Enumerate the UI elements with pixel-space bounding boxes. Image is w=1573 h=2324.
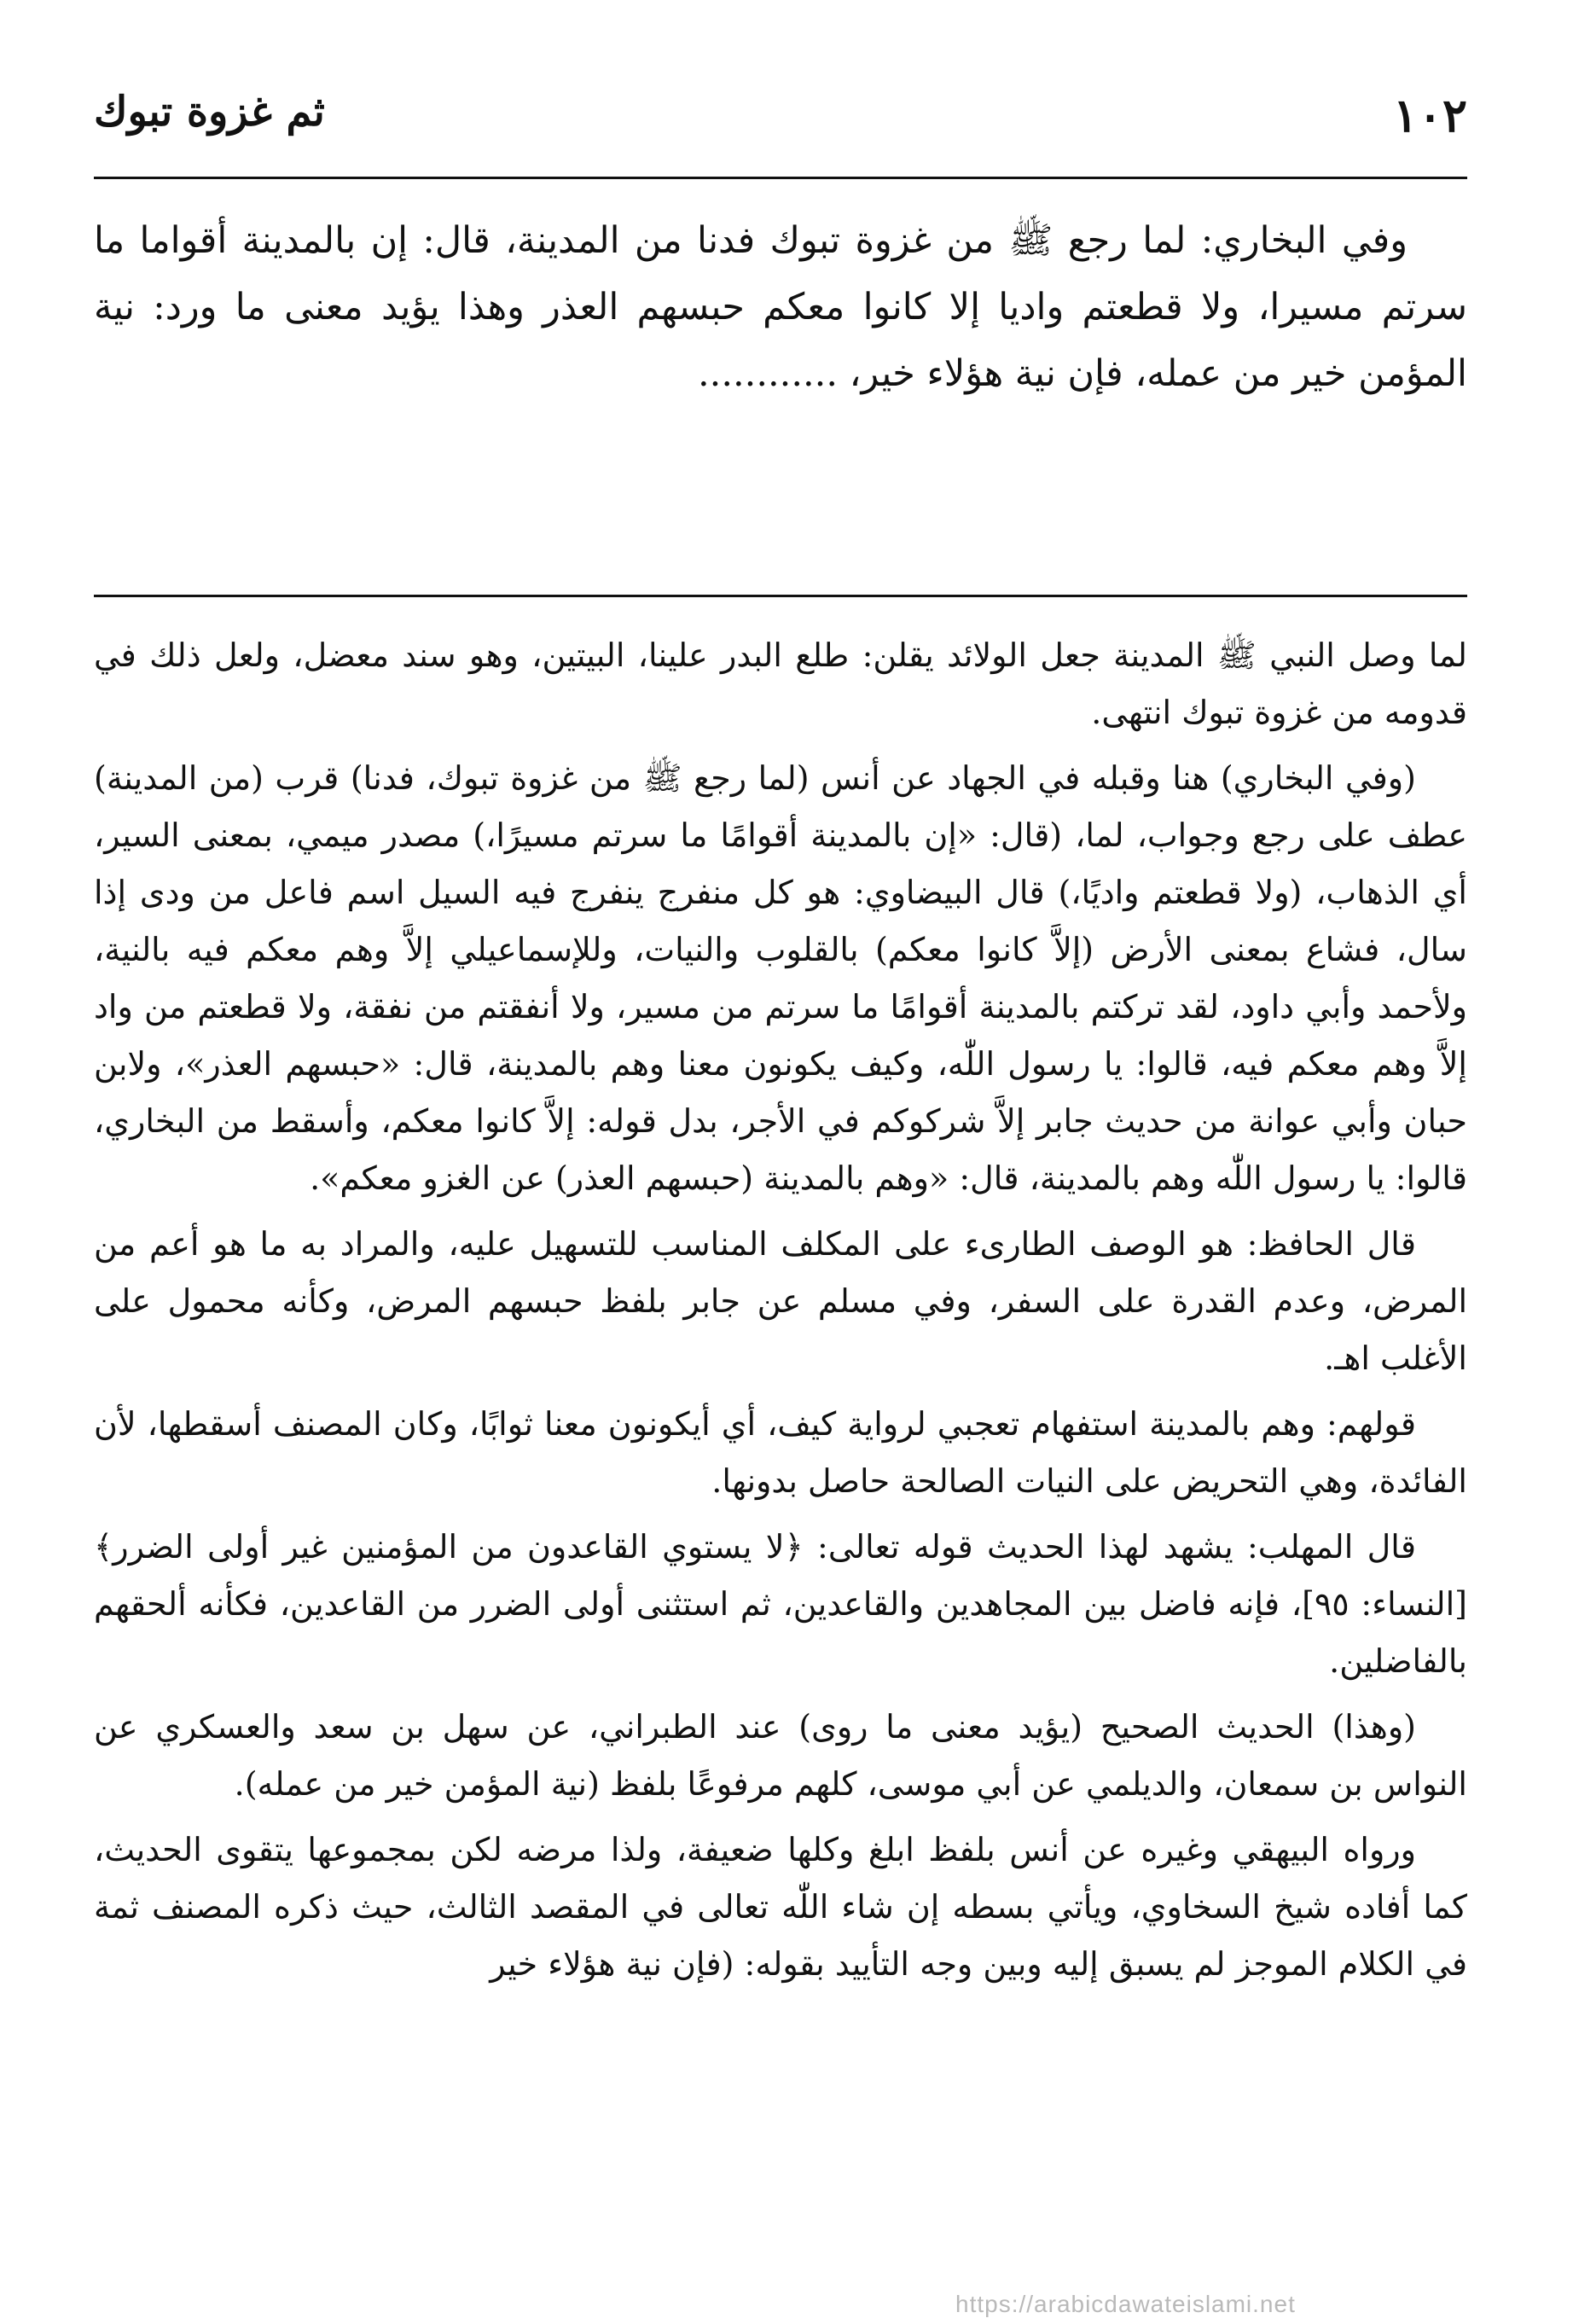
- main-text-paragraph: وفي البخاري: لما رجع ﷺ من غزوة تبوك فدنا من المدينة، قال: إن بالمدينة أقواما ما سرتم مسيرا، ولا قطعتم واديا إلا كانوا معكم حبسهم العذر وهذا يؤيد معنى ما ورد: نية المؤمن خير من عمله، فإن نية هؤلاء خير، ............: [94, 219, 1467, 395]
- commentary-separator: [94, 595, 1467, 597]
- main-text: [94, 207, 1467, 407]
- watermark-url: https://arabicdawateislami.net: [955, 2291, 1296, 2317]
- commentary-paragraph: ورواه البيهقي وغيره عن أنس بلفظ ابلغ وكلها ضعيفة، ولذا مرضه لكن بمجموعها يتقوى الحديث، كما أفاده شيخ السخاوي، ويأتي بسطه إن شاء اللّٰه تعالى في المقصد الثالث، حيث ذكره المصنف ثمة في الكلام الموجز لم يسبق إليه وبين وجه التأييد بقوله: (فإن نية هؤلاء خير: [94, 1831, 1467, 1983]
- commentary-paragraph: لما وصل النبي ﷺ المدينة جعل الولائد يقلن: طلع البدر علينا، البيتين، وهو سند معضل، ولعل ذلك في قدومه من غزوة تبوك انتهى.: [94, 636, 1467, 731]
- page-number: ١٠٢: [1392, 88, 1467, 142]
- commentary-paragraph: قال المهلب: يشهد لهذا الحديث قوله تعالى: ﴿لا يستوي القاعدون من المؤمنين غير أولى الضرر﴾ [النساء: ٩٥]، فإنه فاضل بين المجاهدين والقاعدين، ثم استثنى أولى الضرر من القاعدين، فكأنه ألحقهم بالفاضلين.: [94, 1528, 1467, 1680]
- header-rule: [94, 177, 1467, 179]
- commentary-paragraph: (وفي البخاري) هنا وقبله في الجهاد عن أنس (لما رجع ﷺ من غزوة تبوك، فدنا) قرب (من المدينة) عطف على رجع وجواب، لما، (قال: «إن بالمدينة أقوامًا ما سرتم مسيرًا،) مصدر ميمي، بمعنى السير، أي الذهاب، (ولا قطعتم واديًا،) قال البيضاوي: هو كل منفرج ينفرج فيه السيل اسم فاعل من ودى إذا سال، فشاع بمعنى الأرض (إلاَّ كانوا معكم) بالقلوب والنيات، وللإسماعيلي إلاَّ وهم معكم فيه بالنية، ولأحمد وأبي داود، لقد تركتم بالمدينة أقوامًا ما سرتم من مسير، ولا أنفقتم من نفقة، ولا قطعتم من واد إلاَّ وهم معكم فيه، قالوا: يا رسول اللّٰه، وكيف يكونون معنا وهم بالمدينة، قال: «حبسهم العذر»، ولابن حبان وأبي عوانة من حديث جابر إلاَّ شركوكم في الأجر، بدل قوله: إلاَّ كانوا معكم، وأسقط من البخاري، قالوا: يا رسول اللّٰه وهم بالمدينة، قال: «وهم بالمدينة (حبسهم العذر) عن الغزو معكم».: [94, 759, 1467, 1197]
- commentary-paragraph: قال الحافظ: هو الوصف الطارىء على المكلف المناسب للتسهيل عليه، والمراد به ما هو أعم من المرض، وعدم القدرة على السفر، وفي مسلم عن جابر بلفظ حبسهم المرض، وكأنه محمول على الأغلب اهـ.: [94, 1225, 1467, 1377]
- running-title: ثم غزوة تبوك: [94, 88, 325, 136]
- commentary-paragraph: قولهم: وهم بالمدينة استفهام تعجبي لرواية كيف، أي أيكونون معنا ثوابًا، وكان المصنف أسقطها، لأن الفائدة، وهي التحريض على النيات الصالحة حاصل بدونها.: [94, 1405, 1467, 1500]
- book-page: [94, 81, 1467, 2291]
- page-header: [94, 81, 1467, 149]
- commentary: [94, 627, 1467, 2002]
- commentary-paragraph: (وهذا) الحديث الصحيح (يؤيد معنى ما روى) عند الطبراني، عن سهل بن سعد والعسكري عن النواس بن سمعان، والديلمي عن أبي موسى، كلهم مرفوعًا بلفظ (نية المؤمن خير من عمله).: [94, 1708, 1467, 1803]
